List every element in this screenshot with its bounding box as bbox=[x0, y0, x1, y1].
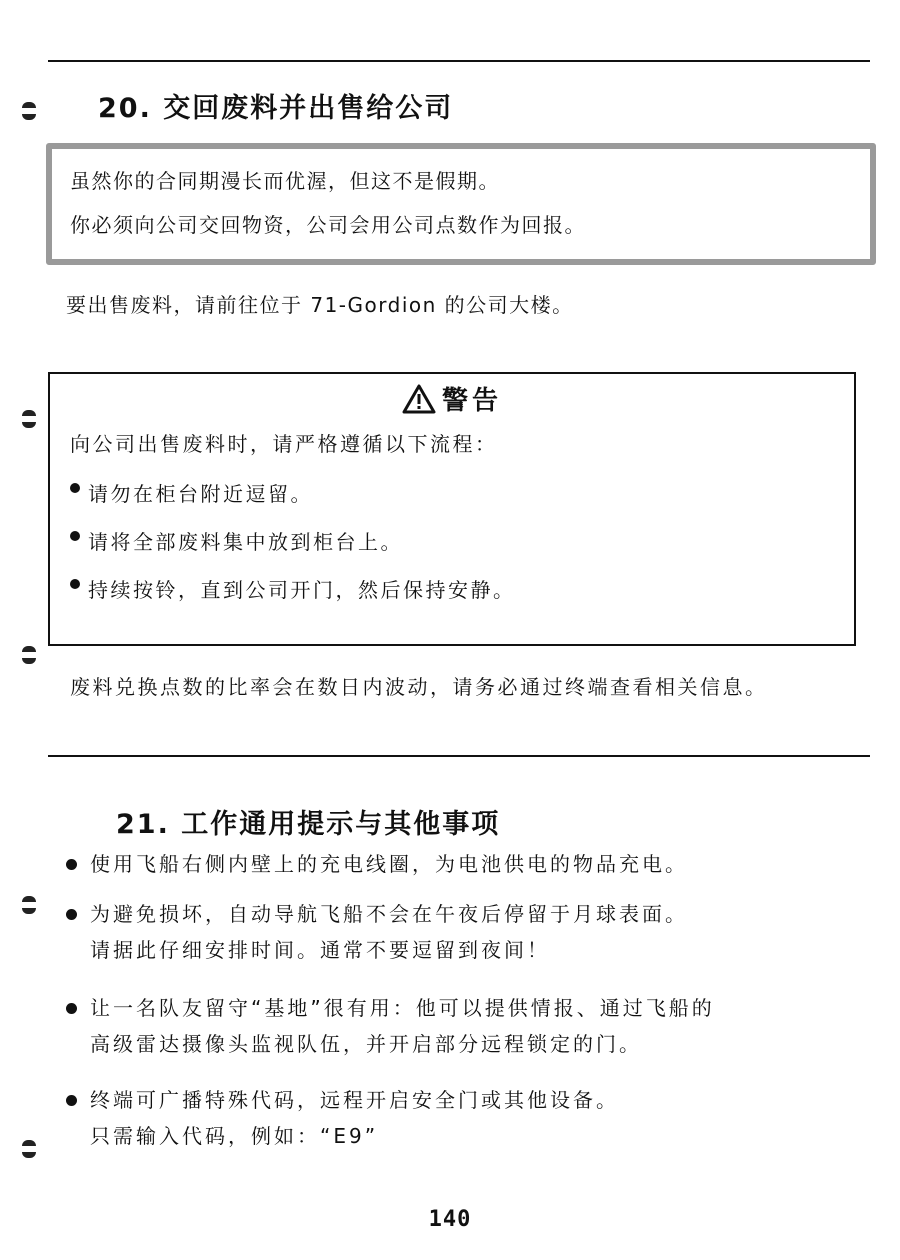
warning-box bbox=[48, 372, 856, 646]
bullet-icon bbox=[70, 483, 80, 493]
tip-item: 终端可广播特殊代码，远程开启安全门或其他设备。 只需输入代码，例如：“E9” bbox=[66, 1082, 619, 1154]
warning-item: 请将全部废料集中放到柜台上。 bbox=[70, 526, 403, 555]
contract-notice-box bbox=[46, 143, 876, 265]
binder-hole bbox=[20, 102, 38, 120]
binder-hole bbox=[20, 896, 38, 914]
notice-line: 虽然你的合同期漫长而优渥，但这不是假期。 bbox=[70, 169, 500, 193]
warning-triangle-icon bbox=[402, 384, 436, 414]
section-21-heading: 21. 工作通用提示与其他事项 bbox=[116, 809, 501, 840]
binder-hole bbox=[20, 410, 38, 428]
page-number: 140 bbox=[428, 1207, 472, 1232]
tip-item: 使用飞船右侧内壁上的充电线圈，为电池供电的物品充电。 bbox=[66, 846, 688, 882]
warning-item: 请勿在柜台附近逗留。 bbox=[70, 478, 313, 507]
rate-fluctuation-note: 废料兑换点数的比率会在数日内波动，请务必通过终端查看相关信息。 bbox=[70, 675, 768, 699]
notice-line: 你必须向公司交回物资，公司会用公司点数作为回报。 bbox=[70, 213, 586, 237]
bullet-icon bbox=[70, 531, 80, 541]
bullet-icon bbox=[66, 1095, 77, 1106]
binder-hole bbox=[20, 1140, 38, 1158]
bullet-icon bbox=[70, 579, 80, 589]
tip-item: 让一名队友留守“基地”很有用：他可以提供情报、通过飞船的 高级雷达摄像头监视队伍，并开启部分远程锁定的门。 bbox=[66, 990, 715, 1062]
warning-intro: 向公司出售废料时，请严格遵循以下流程： bbox=[70, 432, 498, 456]
bullet-icon bbox=[66, 909, 77, 920]
bullet-icon bbox=[66, 859, 77, 870]
top-rule bbox=[48, 60, 870, 62]
bullet-icon bbox=[66, 1003, 77, 1014]
warning-title-text: 警告 bbox=[441, 386, 502, 416]
warning-title bbox=[50, 380, 854, 417]
tip-item: 为避免损坏，自动导航飞船不会在午夜后停留于月球表面。 请据此仔细安排时间。通常不要逗留到夜间！ bbox=[66, 896, 688, 968]
binder-hole bbox=[20, 646, 38, 664]
warning-item: 持续按铃，直到公司开门，然后保持安静。 bbox=[70, 574, 516, 603]
section-20-heading: 20. 交回废料并出售给公司 bbox=[98, 93, 454, 124]
sell-location-paragraph: 要出售废料，请前往位于 71-Gordion 的公司大楼。 bbox=[66, 293, 574, 317]
section-divider-rule bbox=[48, 755, 870, 757]
